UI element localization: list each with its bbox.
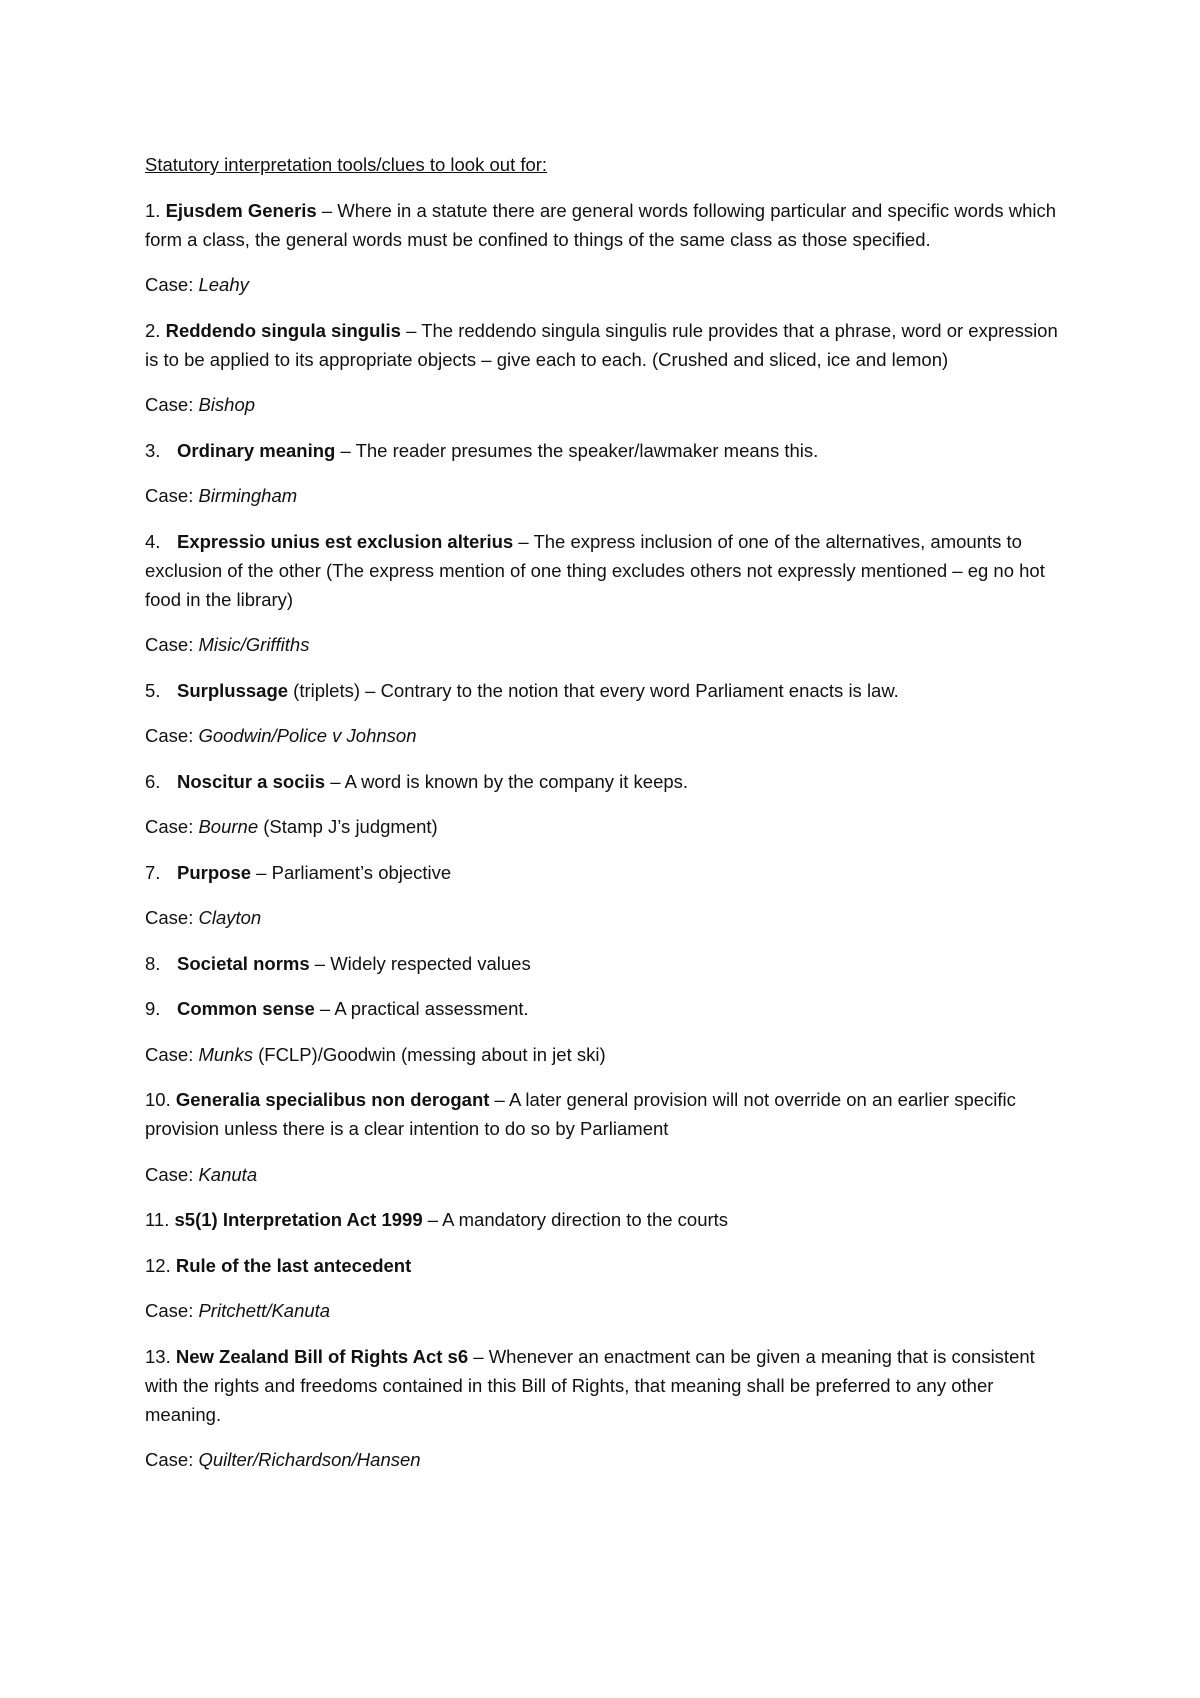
item-description: – Parliament’s objective: [251, 861, 452, 883]
case-note: (FCLP)/Goodwin (messing about in jet ski): [252, 1043, 606, 1065]
item-term: Noscitur a sociis: [177, 770, 326, 792]
case-line: [145, 1160, 1065, 1189]
item-common-sense: [145, 994, 1065, 1023]
case-name: Goodwin/Police v Johnson: [198, 725, 417, 746]
case-line: [145, 630, 1065, 659]
case-line: [145, 812, 1065, 841]
document-heading: Statutory interpretation tools/clues to look out for:: [145, 154, 548, 175]
case-label: Case:: [145, 634, 194, 655]
item-nzbora-s6: [145, 1342, 1065, 1429]
item-number: 6.: [145, 770, 161, 792]
case-name: Kanuta: [198, 1163, 258, 1185]
item-purpose: [145, 858, 1065, 887]
case-name: Pritchett/Kanuta: [198, 1300, 331, 1321]
item-number: 2.: [145, 319, 161, 341]
case-label: Case:: [145, 816, 194, 837]
item-number: 4.: [145, 530, 161, 552]
case-line: [145, 1296, 1065, 1325]
case-name: Quilter/Richardson/Hansen: [198, 1449, 421, 1470]
case-label: Case:: [145, 1300, 194, 1321]
item-number: 11.: [145, 1209, 170, 1230]
case-name: Birmingham: [198, 485, 298, 506]
case-label: Case:: [145, 1043, 194, 1065]
item-description: – A word is known by the company it keeps.: [325, 770, 689, 792]
item-number: 1.: [145, 199, 161, 221]
item-term: Societal norms: [177, 952, 310, 974]
item-term: Ordinary meaning: [177, 439, 336, 461]
case-line: [145, 1445, 1065, 1474]
item-term: Common sense: [177, 998, 315, 1019]
item-number: 10.: [145, 1089, 171, 1110]
case-name: Leahy: [198, 274, 249, 295]
case-line: [145, 1040, 1065, 1069]
item-term: New Zealand Bill of Rights Act s6: [175, 1345, 469, 1367]
item-description: – The reader presumes the speaker/lawmaker means this.: [335, 439, 819, 461]
item-number: 13.: [145, 1345, 171, 1367]
case-line: [145, 903, 1065, 932]
case-line: [145, 270, 1065, 299]
item-term: Generalia specialibus non derogant: [175, 1089, 490, 1110]
case-label: Case:: [145, 907, 194, 928]
item-term: Purpose: [177, 861, 252, 883]
case-name: Bourne: [198, 816, 259, 837]
case-line: [145, 390, 1065, 419]
item-interpretation-act: [145, 1205, 1065, 1234]
item-last-antecedent: [145, 1251, 1065, 1280]
item-number: 3.: [145, 439, 161, 461]
case-label: Case:: [145, 485, 194, 506]
item-description: – Widely respected values: [309, 952, 531, 974]
item-ordinary-meaning: [145, 436, 1065, 465]
item-number: 9.: [145, 998, 161, 1019]
item-number: 8.: [145, 952, 161, 974]
item-ejusdem-generis: [145, 196, 1065, 254]
case-label: Case:: [145, 1163, 194, 1185]
item-surplussage: [145, 676, 1065, 705]
item-description: – A later general provision will not override on an earlier specific provision unless there is a clear intention to do so by Parliament: [145, 1089, 1016, 1139]
case-name: Munks: [198, 1043, 253, 1065]
item-expressio-unius: [145, 527, 1065, 614]
item-generalia-specialibus: [145, 1085, 1065, 1143]
case-name: Clayton: [198, 907, 262, 928]
item-description: – The reddendo singula singulis rule provides that a phrase, word or expression is to be applied to its appropriate objects – give each to each. (Crushed and sliced, ice and lemon): [145, 319, 1058, 370]
item-description: – Where in a statute there are general words following particular and specific words which form a class, the general words must be confined to things of the same class as those specified.: [145, 199, 1057, 250]
item-reddendo-singula-singulis: [145, 316, 1065, 374]
case-name: Bishop: [198, 394, 256, 415]
item-term: s5(1) Interpretation Act 1999: [174, 1209, 423, 1230]
item-description: – Whenever an enactment can be given a meaning that is consistent with the rights and freedoms contained in this Bill of Rights, that meaning shall be preferred to any other meaning.: [145, 1345, 1035, 1425]
item-noscitur-a-sociis: [145, 767, 1065, 796]
document-page: [145, 150, 1065, 1491]
item-societal-norms: [145, 949, 1065, 978]
item-description: – A practical assessment.: [314, 998, 529, 1019]
case-line: [145, 721, 1065, 750]
item-description: – A mandatory direction to the courts: [422, 1209, 729, 1230]
item-term: Reddendo singula singulis: [165, 319, 401, 341]
case-label: Case:: [145, 274, 194, 295]
item-term: Expressio unius est exclusion alterius: [177, 530, 514, 552]
item-number: 5.: [145, 679, 161, 701]
item-description: (triplets) – Contrary to the notion that every word Parliament enacts is law.: [288, 679, 899, 701]
item-description: – The express inclusion of one of the alternatives, amounts to exclusion of the other (The express mention of one thing excludes others not expressly mentioned – eg no hot food in the library): [145, 530, 1045, 610]
item-term: Surplussage: [177, 679, 289, 701]
item-number: 12.: [145, 1254, 171, 1276]
case-label: Case:: [145, 394, 194, 415]
case-label: Case:: [145, 1449, 194, 1470]
item-term: Rule of the last antecedent: [175, 1254, 412, 1276]
item-term: Ejusdem Generis: [165, 199, 317, 221]
case-line: [145, 481, 1065, 510]
case-label: Case:: [145, 725, 194, 746]
case-name: Misic/Griffiths: [198, 634, 310, 655]
case-note: (Stamp J’s judgment): [258, 816, 438, 837]
item-number: 7.: [145, 861, 161, 883]
